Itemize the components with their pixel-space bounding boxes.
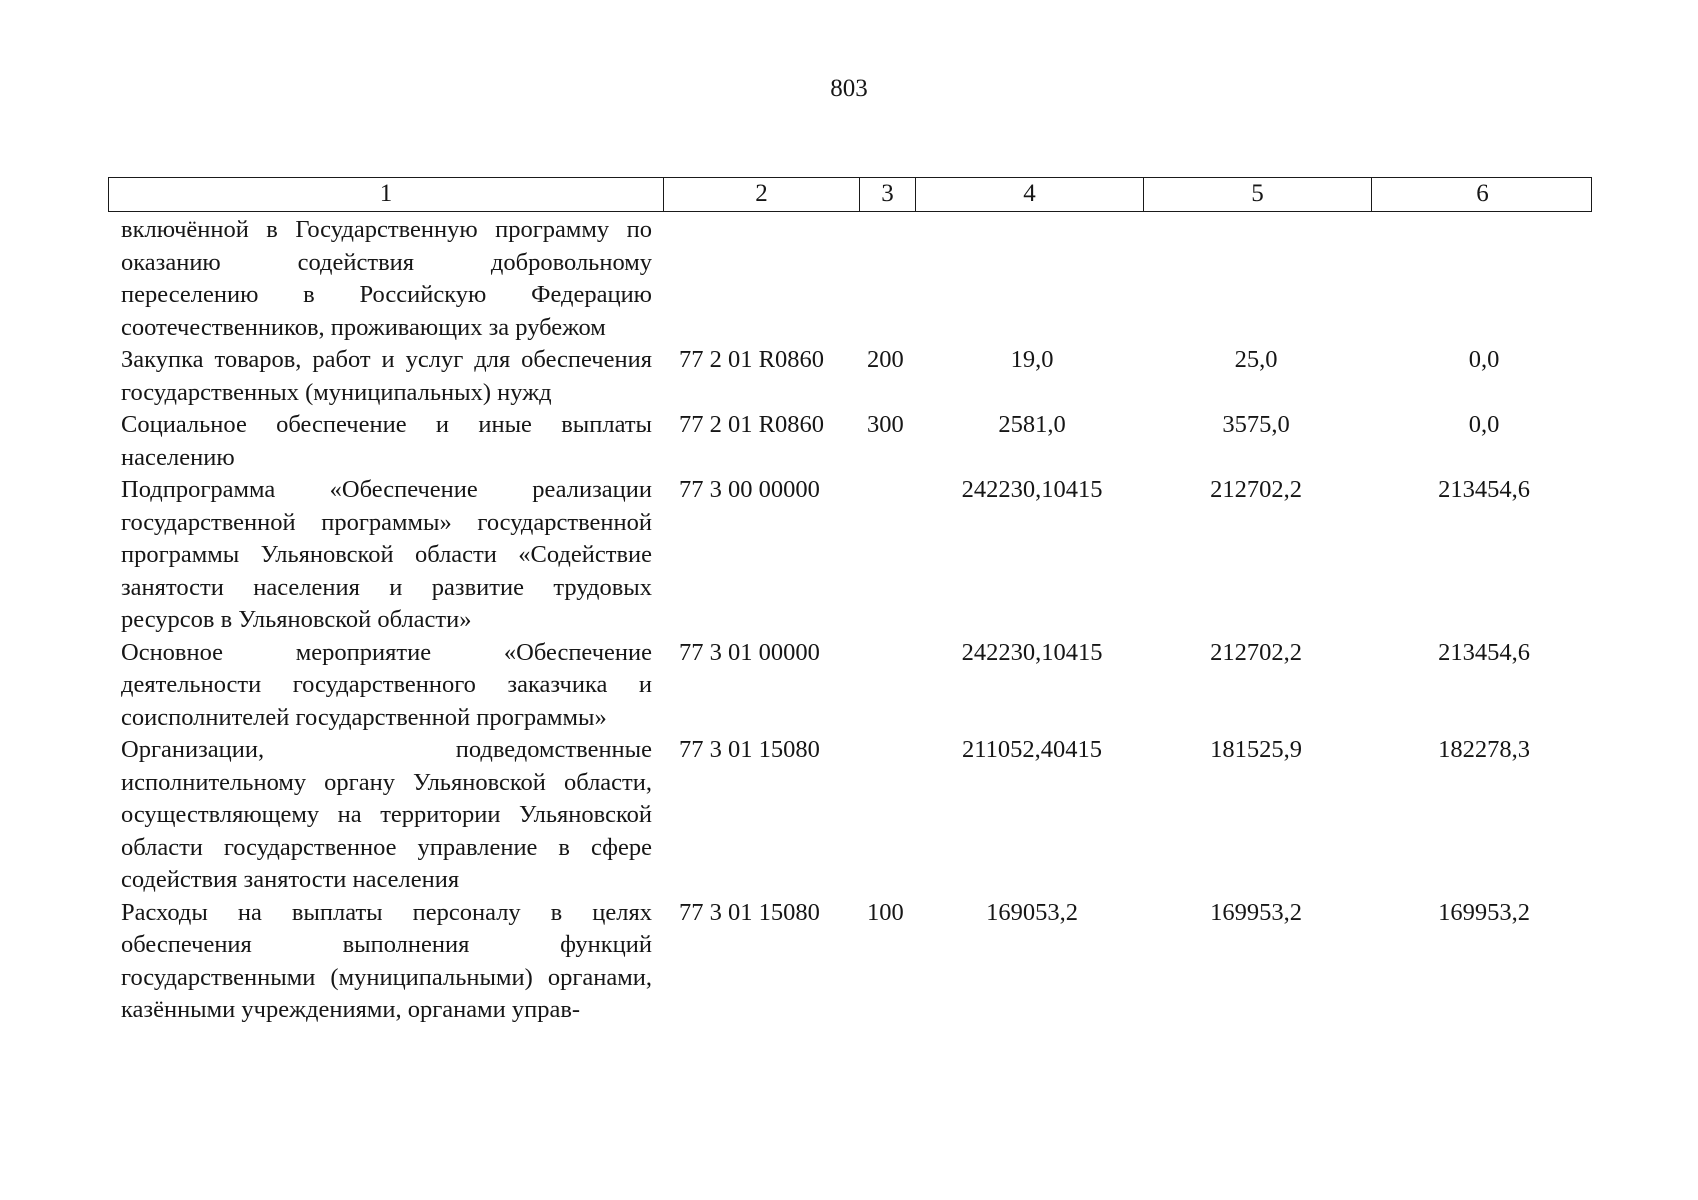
column-header-4: 4 [915,178,1143,211]
row-value-col4: 169053,2 [986,898,1078,926]
table-row [108,344,1592,409]
table-column-header-row [108,177,1592,212]
row-code: 77 3 00 00000 [679,476,820,503]
row-value-col4: 211052,40415 [962,736,1102,763]
row-expense-type [858,637,914,735]
row-expense-type: 200 [867,346,904,373]
row-code: 77 2 01 R0860 [679,411,824,438]
row-value-col6: 0,0 [1468,411,1500,438]
row-value-col5: 212702,2 [1210,638,1302,666]
row-value-col5: 169953,2 [1210,898,1302,926]
column-header-3: 3 [859,178,915,211]
table-row [108,897,1592,1027]
row-value-col5: 25,0 [1234,346,1278,373]
row-name: Организации, подведомственные исполнительному органу Ульяновской области, осуществляющему на территории Ульяновской области государственное управление в сфере содействия занятости населения [121,736,652,893]
row-value-col5: 212702,2 [1210,476,1302,503]
row-name: Основное мероприятие «Обеспечение деятельности государственного заказчика и соисполнителей государственной программы» [121,638,652,731]
table-row [108,214,1592,344]
column-header-1: 1 [379,180,393,207]
row-value-col6: 0,0 [1468,346,1500,373]
row-value-col6 [1370,214,1592,344]
row-name: включённой в Государственную программу по оказанию содействия добровольному переселению в Российскую Федерацию соотечественников, проживающих за рубежом [121,216,652,341]
row-value-col6: 213454,6 [1438,638,1530,666]
row-name: Закупка товаров, работ и услуг для обеспечения государственных (муниципальных) нужд [121,346,652,406]
row-code [662,214,858,344]
row-value-col5 [1142,214,1370,344]
row-value-col6: 182278,3 [1438,736,1530,763]
row-code: 77 3 01 15080 [679,898,820,926]
row-value-col6: 169953,2 [1438,898,1530,926]
table-row [108,474,1592,637]
row-value-col4: 2581,0 [998,411,1066,438]
row-value-col4: 242230,10415 [961,638,1103,666]
row-code: 77 3 01 15080 [679,736,820,763]
row-expense-type [858,734,914,897]
row-name: Расходы на выплаты персоналу в целях обеспечения выполнения функций государственными (муниципальными) органами, казёнными учреждениями, органами управ- [121,898,652,1023]
row-expense-type [858,214,914,344]
table-row [108,734,1592,897]
row-value-col5: 181525,9 [1210,736,1302,763]
row-expense-type [858,474,914,637]
page-number: 803 [830,75,868,102]
table-row [108,409,1592,474]
row-name: Социальное обеспечение и иные выплаты населению [121,411,652,471]
row-expense-type: 100 [867,898,904,926]
row-name: Подпрограмма «Обеспечение реализации государственной программы» государственной программы Ульяновской области «Содействие занятости населения и развитие трудовых ресурсов в Ульяновской области» [121,476,652,633]
row-value-col6: 213454,6 [1438,476,1530,503]
row-value-col4: 19,0 [1010,346,1054,373]
row-value-col5: 3575,0 [1222,411,1290,438]
table-body [108,214,1592,1027]
row-expense-type: 300 [867,411,904,438]
table-row [108,637,1592,735]
column-header-2: 2 [663,178,859,211]
column-header-5: 5 [1143,178,1371,211]
column-header-6: 6 [1371,178,1593,211]
row-value-col4 [914,214,1142,344]
row-code: 77 2 01 R0860 [679,346,824,373]
row-value-col4: 242230,10415 [961,476,1103,503]
row-code: 77 3 01 00000 [679,638,820,666]
